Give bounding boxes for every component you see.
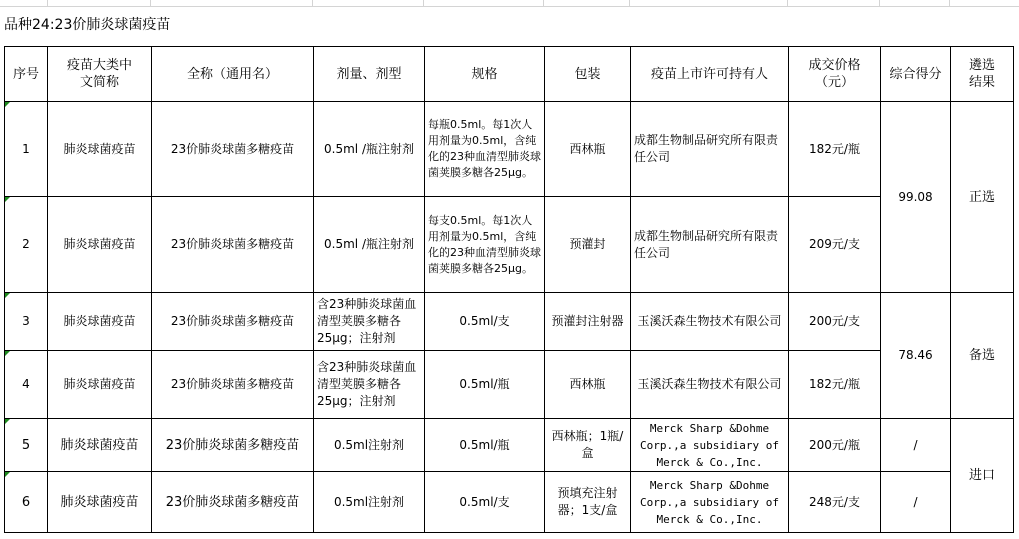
row-score[interactable]: / bbox=[881, 419, 951, 472]
row-holder[interactable]: 玉溪沃森生物技术有限公司 bbox=[631, 351, 789, 419]
sheet-title: 品种24:23价肺炎球菌疫苗 bbox=[4, 17, 171, 33]
row-spec[interactable]: 0.5ml/瓶 bbox=[425, 351, 545, 419]
spreadsheet-top-edge bbox=[0, 0, 1019, 7]
row-category[interactable]: 肺炎球菌疫苗 bbox=[48, 293, 152, 351]
header-category[interactable] bbox=[48, 47, 152, 102]
row-price[interactable]: 182元/瓶 bbox=[789, 102, 881, 197]
row-spec[interactable]: 0.5ml/支 bbox=[425, 293, 545, 351]
column-divider bbox=[47, 0, 48, 6]
row-full-name[interactable]: 23价肺炎球菌多糖疫苗 bbox=[152, 351, 314, 419]
row-package[interactable]: 西林瓶；1瓶/盒 bbox=[545, 419, 631, 472]
header-full-name[interactable]: 全称（通用名） bbox=[152, 47, 314, 102]
row-dosage[interactable]: 0.5ml注射剂 bbox=[314, 419, 425, 472]
row-full-name[interactable]: 23价肺炎球菌多糖疫苗 bbox=[152, 419, 314, 472]
row-dosage[interactable]: 含23种肺炎球菌血清型荚膜多糖各25μg；注射剂 bbox=[314, 351, 425, 419]
header-result[interactable] bbox=[951, 47, 1014, 102]
row-full-name[interactable]: 23价肺炎球菌多糖疫苗 bbox=[152, 472, 314, 533]
row-no[interactable]: 3 bbox=[5, 293, 48, 351]
row-spec[interactable]: 0.5ml/瓶 bbox=[425, 419, 545, 472]
header-score[interactable]: 综合得分 bbox=[881, 47, 951, 102]
column-divider bbox=[949, 0, 950, 6]
row-score[interactable]: / bbox=[881, 472, 951, 533]
row-holder[interactable]: 成都生物制品研究所有限责任公司 bbox=[631, 197, 789, 293]
column-divider bbox=[787, 0, 788, 6]
column-divider bbox=[150, 0, 151, 6]
row-spec[interactable]: 每支0.5ml。每1次人用剂量为0.5ml，含纯化的23种血清型肺炎球菌荚膜多糖各25μg。 bbox=[425, 197, 545, 293]
row-full-name[interactable]: 23价肺炎球菌多糖疫苗 bbox=[152, 102, 314, 197]
row-spec[interactable]: 0.5ml/支 bbox=[425, 472, 545, 533]
row-category[interactable]: 肺炎球菌疫苗 bbox=[48, 472, 152, 533]
vaccine-table bbox=[4, 46, 1014, 533]
row-dosage[interactable]: 0.5ml /瓶注射剂 bbox=[314, 102, 425, 197]
header-no[interactable]: 序号 bbox=[5, 47, 48, 102]
table-row bbox=[5, 351, 1014, 419]
header-package[interactable]: 包装 bbox=[545, 47, 631, 102]
row-category[interactable]: 肺炎球菌疫苗 bbox=[48, 419, 152, 472]
row-spec[interactable]: 每瓶0.5ml。每1次人用剂量为0.5ml，含纯化的23种血清型肺炎球菌荚膜多糖各25μg。 bbox=[425, 102, 545, 197]
header-price[interactable] bbox=[789, 47, 881, 102]
column-divider bbox=[312, 0, 313, 6]
row-package[interactable]: 预灌封 bbox=[545, 197, 631, 293]
row-dosage[interactable]: 0.5ml /瓶注射剂 bbox=[314, 197, 425, 293]
header-dosage[interactable]: 剂量、剂型 bbox=[314, 47, 425, 102]
row-no[interactable]: 5 bbox=[5, 419, 48, 472]
table-row bbox=[5, 472, 1014, 533]
row-dosage[interactable]: 0.5ml注射剂 bbox=[314, 472, 425, 533]
row-price[interactable]: 200元/支 bbox=[789, 293, 881, 351]
row-category[interactable]: 肺炎球菌疫苗 bbox=[48, 351, 152, 419]
row-no[interactable]: 1 bbox=[5, 102, 48, 197]
row-price[interactable]: 200元/瓶 bbox=[789, 419, 881, 472]
group-result[interactable]: 进口 bbox=[951, 419, 1014, 533]
header-spec[interactable]: 规格 bbox=[425, 47, 545, 102]
row-holder[interactable]: 成都生物制品研究所有限责任公司 bbox=[631, 102, 789, 197]
row-holder[interactable]: 玉溪沃森生物技术有限公司 bbox=[631, 293, 789, 351]
table-row bbox=[5, 102, 1014, 197]
group-result[interactable]: 正选 bbox=[951, 102, 1014, 293]
header-result-text: 遴选结果 bbox=[968, 58, 995, 90]
row-price[interactable]: 248元/支 bbox=[789, 472, 881, 533]
header-row bbox=[5, 47, 1014, 102]
column-divider bbox=[423, 0, 424, 6]
header-category-text: 疫苗大类中文简称 bbox=[66, 58, 132, 90]
row-price[interactable]: 182元/瓶 bbox=[789, 351, 881, 419]
row-package[interactable]: 预填充注射器；1支/盒 bbox=[545, 472, 631, 533]
row-package[interactable]: 西林瓶 bbox=[545, 351, 631, 419]
row-no[interactable]: 2 bbox=[5, 197, 48, 293]
header-holder[interactable]: 疫苗上市许可持有人 bbox=[631, 47, 789, 102]
row-no[interactable]: 4 bbox=[5, 351, 48, 419]
row-category[interactable]: 肺炎球菌疫苗 bbox=[48, 197, 152, 293]
column-divider bbox=[629, 0, 630, 6]
group-score[interactable]: 78.46 bbox=[881, 293, 951, 419]
row-dosage[interactable]: 含23种肺炎球菌血清型荚膜多糖各25μg；注射剂 bbox=[314, 293, 425, 351]
table-row bbox=[5, 419, 1014, 472]
table-row bbox=[5, 197, 1014, 293]
row-no[interactable]: 6 bbox=[5, 472, 48, 533]
row-package[interactable]: 预灌封注射器 bbox=[545, 293, 631, 351]
row-category[interactable]: 肺炎球菌疫苗 bbox=[48, 102, 152, 197]
column-divider bbox=[879, 0, 880, 6]
row-price[interactable]: 209元/支 bbox=[789, 197, 881, 293]
row-full-name[interactable]: 23价肺炎球菌多糖疫苗 bbox=[152, 293, 314, 351]
header-price-text: 成交价格（元） bbox=[808, 58, 861, 90]
row-full-name[interactable]: 23价肺炎球菌多糖疫苗 bbox=[152, 197, 314, 293]
group-score[interactable]: 99.08 bbox=[881, 102, 951, 293]
group-result[interactable]: 备选 bbox=[951, 293, 1014, 419]
row-package[interactable]: 西林瓶 bbox=[545, 102, 631, 197]
row-holder[interactable]: Merck Sharp &Dohme Corp.,a subsidiary of Merck & Co.,Inc. bbox=[631, 472, 789, 533]
table-row bbox=[5, 293, 1014, 351]
column-divider bbox=[543, 0, 544, 6]
row-holder[interactable]: Merck Sharp &Dohme Corp.,a subsidiary of Merck & Co.,Inc. bbox=[631, 419, 789, 472]
